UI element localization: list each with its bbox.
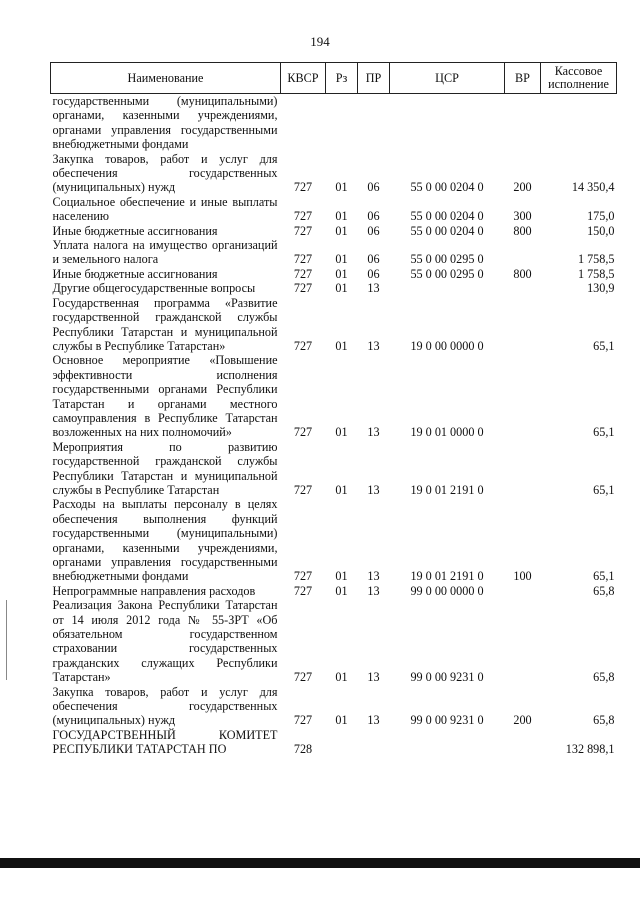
row-name: Уплата налога на имущество организаций и земельного налога: [52, 238, 278, 267]
row-pr: 13: [367, 482, 380, 497]
scan-margin-mark: [6, 600, 7, 680]
table-row: [51, 440, 617, 498]
row-rz: 01: [335, 670, 348, 685]
row-vr: [505, 238, 541, 267]
header-pr: ПР: [358, 63, 390, 94]
row-csr: 19 0 00 0000 0: [410, 338, 484, 353]
row-vr: 200: [513, 180, 532, 195]
row-pr: 06: [367, 209, 380, 224]
table-row: [51, 296, 617, 354]
row-vr: [505, 353, 541, 439]
row-csr: [390, 281, 505, 295]
row-pr: 13: [367, 425, 380, 440]
row-name: Иные бюджетные ассигнования: [52, 223, 218, 238]
row-amount: 132 898,1: [565, 742, 615, 757]
row-kvsr: 727: [293, 713, 313, 728]
row-amount: 65,1: [593, 482, 615, 497]
row-csr: 99 0 00 9231 0: [410, 713, 484, 728]
row-pr: 06: [367, 223, 380, 238]
row-csr: [390, 728, 505, 757]
row-rz: 01: [335, 482, 348, 497]
row-kvsr: 727: [293, 180, 313, 195]
row-amount: 65,8: [593, 670, 615, 685]
row-amount: 65,1: [593, 569, 615, 584]
header-rz: Рз: [326, 63, 358, 94]
row-pr: 13: [367, 583, 380, 598]
table-row: [51, 152, 617, 195]
row-csr: 55 0 00 0295 0: [410, 252, 484, 267]
row-rz: [326, 728, 358, 757]
row-name: государственными (муниципальными) органами, казенными учреждениями, органами управления государственными внебюджетными фондами: [52, 94, 278, 152]
row-pr: 13: [367, 713, 380, 728]
scan-bottom-bar: [0, 858, 640, 868]
row-vr: [505, 296, 541, 354]
row-rz: 01: [335, 338, 348, 353]
row-vr: 800: [513, 223, 532, 238]
row-name: Непрограммные направления расходов: [52, 583, 256, 598]
row-rz: 01: [335, 569, 348, 584]
row-kvsr: 727: [293, 209, 313, 224]
row-kvsr: 727: [293, 266, 313, 281]
table-row: [51, 497, 617, 583]
row-name: Мероприятия по развитию государственной гражданской службы Республики Татарстан и муниципальной службы в Республике Татарстан: [52, 439, 278, 497]
row-rz: 01: [335, 583, 348, 598]
row-amount: 175,0: [587, 209, 615, 224]
header-name: Наименование: [51, 63, 281, 94]
row-rz: 01: [335, 252, 348, 267]
row-pr: [358, 728, 390, 757]
table-row: [51, 353, 617, 439]
row-kvsr: 727: [293, 583, 313, 598]
row-vr: 100: [513, 569, 532, 584]
row-amount: 65,8: [593, 713, 615, 728]
table-row: [51, 685, 617, 728]
row-csr: 55 0 00 0204 0: [410, 223, 484, 238]
row-kvsr: [281, 94, 326, 152]
row-rz: 01: [335, 180, 348, 195]
row-csr: 55 0 00 0295 0: [410, 266, 484, 281]
table-row: [51, 94, 617, 152]
header-execution: Кассовое исполнение: [541, 63, 617, 94]
row-pr: 13: [367, 569, 380, 584]
row-vr: [505, 440, 541, 498]
row-csr: 55 0 00 0204 0: [410, 180, 484, 195]
row-amount: 65,1: [593, 425, 615, 440]
row-name: Закупка товаров, работ и услуг для обеспечения государственных (муниципальных) нужд: [52, 151, 278, 195]
row-kvsr: 727: [293, 670, 313, 685]
header-vr: ВР: [505, 63, 541, 94]
row-rz: 01: [335, 713, 348, 728]
row-amount: 14 350,4: [571, 180, 615, 195]
row-pr: [358, 94, 390, 152]
row-csr: 99 0 00 0000 0: [410, 583, 484, 598]
row-kvsr: 727: [293, 252, 313, 267]
header-kvsr: КВСР: [281, 63, 326, 94]
row-rz: 01: [335, 209, 348, 224]
row-amount: [541, 94, 617, 152]
row-pr: 13: [367, 670, 380, 685]
row-rz: 01: [335, 223, 348, 238]
row-csr: 55 0 00 0204 0: [410, 209, 484, 224]
table-row: [51, 728, 617, 757]
table-row: [51, 224, 617, 238]
row-vr: [505, 598, 541, 684]
row-csr: 19 0 01 0000 0: [410, 425, 484, 440]
row-name: Иные бюджетные ассигнования: [52, 266, 218, 281]
row-vr: 300: [513, 209, 532, 224]
row-kvsr: 727: [293, 569, 313, 584]
row-name: Государственная программа «Развитие государственной гражданской службы Республики Татарстан и муниципальной службы в Республике Татарстан»: [52, 295, 278, 353]
table-header-row: [51, 63, 617, 94]
row-name: Реализация Закона Республики Татарстан от 14 июля 2012 года № 55-ЗРТ «Об обязательном государственном страховании государственных гражданских служащих Республики Татарстан»: [52, 598, 278, 685]
row-rz: 01: [335, 266, 348, 281]
row-name: Закупка товаров, работ и услуг для обеспечения государственных (муниципальных) нужд: [52, 684, 278, 728]
row-name: Социальное обеспечение и иные выплаты населению: [52, 194, 278, 224]
table-row: [51, 267, 617, 281]
row-name: Другие общегосударственные вопросы: [52, 281, 256, 296]
row-csr: 99 0 00 9231 0: [410, 670, 484, 685]
row-kvsr: 727: [293, 223, 313, 238]
row-pr: 06: [367, 180, 380, 195]
row-rz: 01: [335, 281, 348, 296]
row-pr: 13: [367, 338, 380, 353]
row-vr: [505, 94, 541, 152]
table-row: [51, 598, 617, 684]
row-vr: 800: [513, 266, 532, 281]
row-amount: 130,9: [587, 281, 615, 296]
row-vr: [505, 584, 541, 598]
row-pr: 06: [367, 252, 380, 267]
row-kvsr: 727: [293, 425, 313, 440]
row-csr: 19 0 01 2191 0: [410, 482, 484, 497]
row-rz: 01: [335, 425, 348, 440]
table-row: [51, 195, 617, 224]
row-amount: 1 758,5: [577, 252, 615, 267]
row-amount: 1 758,5: [577, 266, 615, 281]
row-amount: 65,1: [593, 338, 615, 353]
row-kvsr: 727: [293, 482, 313, 497]
row-name: Основное мероприятие «Повышение эффективности исполнения государственными органами Республики Татарстан и органами местного самоуправления в Республике Татарстан возложенных на них полномочий»: [52, 353, 278, 440]
row-amount: 150,0: [587, 223, 615, 238]
row-pr: 06: [367, 266, 380, 281]
budget-execution-table: [50, 62, 617, 757]
row-name: Расходы на выплаты персоналу в целях обеспечения выполнения функций государственными (муниципальными) органами, казенными учреждениями, органами управления государственными внебюджетными фондами: [52, 497, 278, 584]
row-vr: [505, 281, 541, 295]
row-name: ГОСУДАРСТВЕННЫЙ КОМИТЕТ РЕСПУБЛИКИ ТАТАРСТАН ПО: [52, 727, 278, 757]
row-rz: [326, 94, 358, 152]
table-body: [51, 94, 617, 757]
row-pr: 13: [367, 281, 380, 296]
table-row: [51, 281, 617, 295]
table-row: [51, 584, 617, 598]
page-number: 194: [310, 34, 330, 49]
row-csr: [390, 94, 505, 152]
row-amount: 65,8: [593, 583, 615, 598]
row-kvsr: 728: [293, 742, 313, 757]
row-vr: [505, 728, 541, 757]
row-vr: 200: [513, 713, 532, 728]
row-kvsr: 727: [293, 281, 313, 296]
table-row: [51, 238, 617, 267]
row-kvsr: 727: [293, 338, 313, 353]
header-csr: ЦСР: [390, 63, 505, 94]
row-csr: 19 0 01 2191 0: [410, 569, 484, 584]
